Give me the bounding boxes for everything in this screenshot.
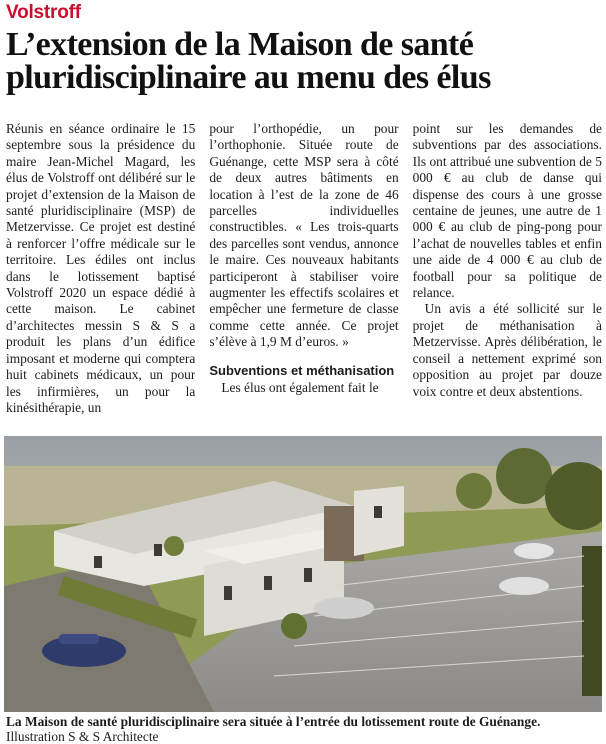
paragraph: Un avis a été sollicité sur le projet de méthanisation à Metzervisse. Après délibération, le conseil a nettement exprimé son opposition au projet par douze voix contre et deux abstentions.: [412, 301, 602, 399]
body-column-3: [413, 121, 602, 421]
paragraph: point sur les demandes de subventions par des associations. Ils ont attribué une subvention de 5 000 € au club de danse qui dispense des cours à une grosse centaine de jeunes, une autre de 1 000 € au club de ping-pong pour l’achat de nouvelles tables et enfin une aide de 4 000 € au club de football pour sa politique de relance.: [412, 121, 602, 301]
caption-text: La Maison de santé pluridisciplinaire sera située à l’entrée du lotissement route de Guénange.: [6, 714, 541, 729]
paragraph: pour l’orthopédie, un pour l’orthophonie. Située route de Guénange, cette MSP sera à côté de deux autres bâtiments en location à l’est de la zone de 46 parcelles individuelles constructibles. « Les trois-quarts des parcelles sont vendus, annonce le maire. Ces nouveaux habitants participeront à stabiliser voire augmenter les effectifs scolaires et empêcher une fermeture de classe comme cette année. Ce projet s’élève à 1,9 M d’euros. »: [209, 121, 399, 350]
architect-rendering-image: [4, 436, 602, 712]
subheading: Subventions et méthanisation: [209, 362, 395, 378]
body-column-1: [6, 121, 195, 421]
article-headline: [6, 28, 602, 94]
headline-line-2: pluridisciplinaire au menu des élus: [6, 59, 491, 96]
section-kicker: Volstroff: [6, 2, 81, 23]
paragraph: Les élus ont également fait le: [221, 379, 379, 395]
headline-line-1: L’extension de la Maison de santé: [6, 26, 474, 63]
body-column-2: [209, 121, 398, 421]
article-body: [6, 121, 602, 421]
caption-credit: Illustration S & S Architecte: [6, 729, 159, 744]
photo-caption: [6, 714, 602, 744]
paragraph: Réunis en séance ordinaire le 15 septembre sous la présidence du maire Jean-Michel Magard, les élus de Volstroff ont délibéré sur le projet d’extension de la Maison de santé pluridisciplinaire (MSP) de Metzervisse. Ce projet est destiné à renforcer l’offre médicale sur le territoire. Les édiles ont inclus dans le lotissement baptisé Volstroff 2020 un espace dédié à cette maison. Le cabinet d’architectes messin S & S a produit les plans d’un édifice imposant et moderne qui comptera huit cabinets médicaux, un pour les infirmières, un pour la kinésithérapie, un: [6, 121, 196, 415]
